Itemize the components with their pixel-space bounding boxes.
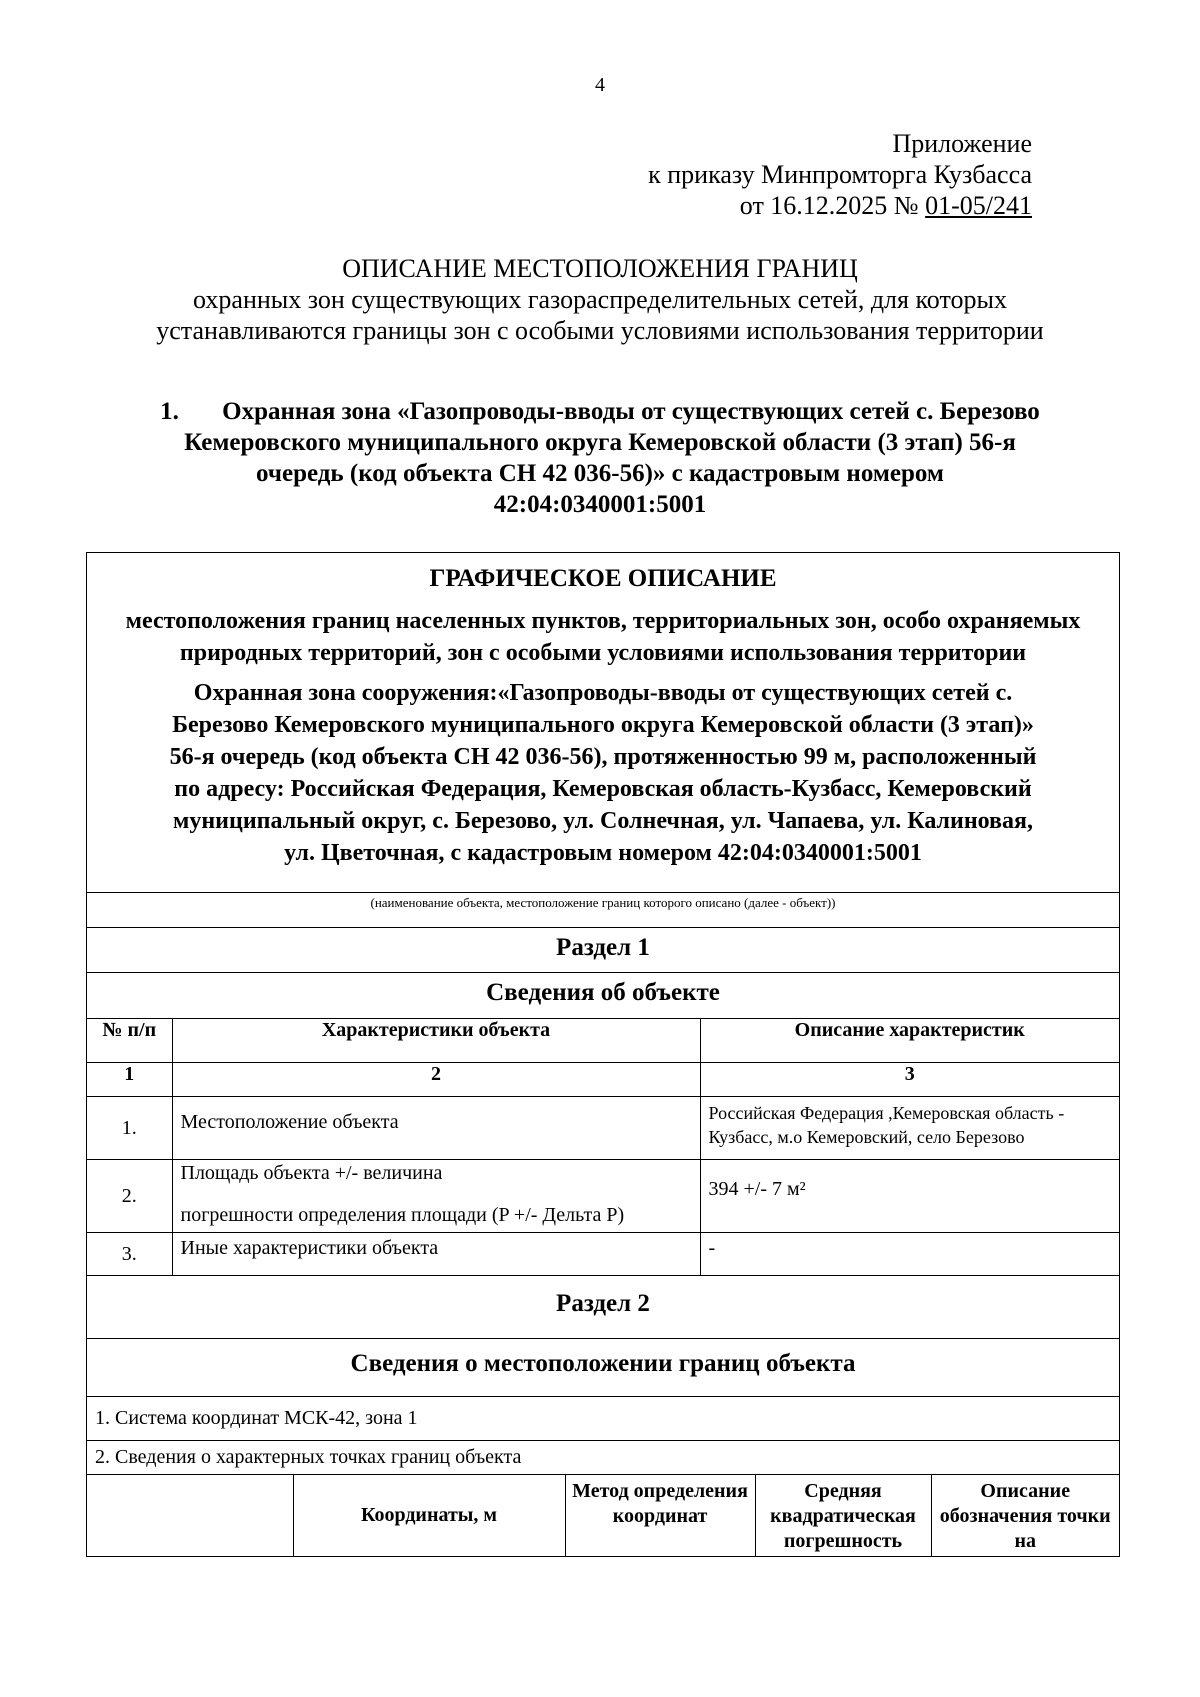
row-value-text: Российская Федерация ,Кемеровская область - Кузбасс, м.о Кемеровский, село Березово xyxy=(708,1103,1065,1147)
row-index: 2. xyxy=(87,1160,172,1233)
graphic-description-title: ГРАФИЧЕСКОЕ ОПИСАНИЕ xyxy=(429,565,777,592)
boundary-points-header-row xyxy=(87,1475,1119,1556)
document-title-line3: устанавливаются границы зон с особыми условиями использования территории xyxy=(156,316,1044,345)
document-title-line2: охранных зон существующих газораспределительных сетей, для которых xyxy=(193,285,1007,314)
object-description-line: Охранная зона сооружения:«Газопроводы-вводы от существующих сетей с. xyxy=(193,680,1013,706)
section-heading xyxy=(100,396,1100,520)
section-number: 1. xyxy=(160,398,179,425)
row-value-text: 394 +/- 7 м² xyxy=(708,1178,806,1200)
razdel1-subtitle: Сведения об объекте xyxy=(87,973,1119,1019)
column-number: 1 xyxy=(87,1063,172,1097)
column-header-point-description: Описание обозначения точки на xyxy=(939,1480,1111,1552)
row-characteristic-text: Местоположение объекта xyxy=(180,1111,399,1133)
object-description xyxy=(81,677,1125,869)
column-header-description: Описание характеристик xyxy=(700,1019,1119,1063)
column-header-coordinates: Координаты, м xyxy=(293,1475,565,1556)
razdel1-title: Раздел 1 xyxy=(87,928,1119,973)
row-characteristic xyxy=(172,1097,700,1160)
appendix-order-date xyxy=(648,190,1032,221)
table-header-row xyxy=(87,1019,1119,1063)
table-row xyxy=(87,1160,1119,1233)
column-number-row xyxy=(87,1063,1119,1097)
row-index: 3. xyxy=(87,1233,172,1276)
row-value xyxy=(700,1233,1119,1276)
row-value-text: - xyxy=(708,1237,716,1259)
row-characteristic-text: погрешности определения площади (P +/- Дельта P) xyxy=(180,1204,625,1226)
document-title xyxy=(80,253,1120,346)
graphic-description-header xyxy=(87,553,1119,893)
row-characteristic xyxy=(172,1233,700,1276)
object-description-line: по адресу: Российская Федерация, Кемеровская область-Кузбасс, Кемеровский xyxy=(174,776,1032,802)
section-heading-line3: очередь (код объекта СН 42 036-56)» с кадастровым номером xyxy=(256,460,944,487)
object-name-note: (наименование объекта, местоположение границ которого описано (далее - объект)) xyxy=(87,893,1119,928)
table-row xyxy=(87,1097,1119,1160)
section-heading-line1: Охранная зона «Газопроводы-вводы от существующих сетей с. Березово xyxy=(222,398,1040,425)
object-description-line: 56-я очередь (код объекта СН 42 036-56), протяженностью 99 м, расположенный xyxy=(169,744,1037,770)
column-header-point xyxy=(87,1475,293,1556)
graphic-description-subtitle: местоположения границ населенных пунктов, территориальных зон, особо охраняемых природных территорий, зон с особыми условиями использования территории xyxy=(125,608,1081,666)
section-heading-line4: 42:04:0340001:5001 xyxy=(493,491,707,518)
column-header-characteristics: Характеристики объекта xyxy=(172,1019,700,1063)
row-characteristic xyxy=(172,1160,700,1233)
row-value xyxy=(700,1160,1119,1233)
document-title-main: ОПИСАНИЕ МЕСТОПОЛОЖЕНИЯ ГРАНИЦ xyxy=(342,254,858,283)
column-header-error: Средняя квадратическая погрешность xyxy=(755,1475,931,1556)
object-description-line: ул. Цветочная, с кадастровым номером 42:04:0340001:5001 xyxy=(284,840,922,866)
boundary-points-table xyxy=(87,1475,1119,1556)
row-characteristic-text: Площадь объекта +/- величина xyxy=(180,1162,443,1184)
appendix-order-ref: к приказу Минпромторга Кузбасса xyxy=(648,160,1032,189)
column-number: 3 xyxy=(700,1063,1119,1097)
table-row xyxy=(87,1233,1119,1276)
page-number: 4 xyxy=(595,74,605,96)
row-value xyxy=(700,1097,1119,1160)
appendix-label: Приложение xyxy=(892,129,1032,158)
column-header-number: № п/п xyxy=(87,1019,172,1063)
object-description-line: муниципальный округ, с. Березово, ул. Солнечная, ул. Чапаева, ул. Калиновая, xyxy=(173,808,1033,834)
razdel2-subtitle: Сведения о местоположении границ объекта xyxy=(87,1339,1119,1397)
section-heading-line2: Кемеровского муниципального округа Кемеровской области (3 этап) 56-я xyxy=(184,429,1016,456)
order-date-prefix: от 16.12.2025 № xyxy=(739,191,926,220)
coordinate-system: 1. Система координат МСК-42, зона 1 xyxy=(87,1397,1119,1441)
order-number: 01-05/241 xyxy=(925,191,1032,220)
graphic-description-frame xyxy=(86,552,1120,1557)
row-characteristic-text: Иные характеристики объекта xyxy=(180,1237,439,1259)
object-description-line: Березово Кемеровского муниципального округа Кемеровской области (3 этап)» xyxy=(172,712,1034,738)
points-info: 2. Сведения о характерных точках границ объекта xyxy=(87,1441,1119,1475)
row-index: 1. xyxy=(87,1097,172,1160)
object-characteristics-table xyxy=(87,1019,1119,1276)
razdel2-title: Раздел 2 xyxy=(87,1276,1119,1339)
column-header-method: Метод определения координат xyxy=(565,1475,755,1556)
appendix-block xyxy=(648,128,1032,221)
column-number: 2 xyxy=(172,1063,700,1097)
